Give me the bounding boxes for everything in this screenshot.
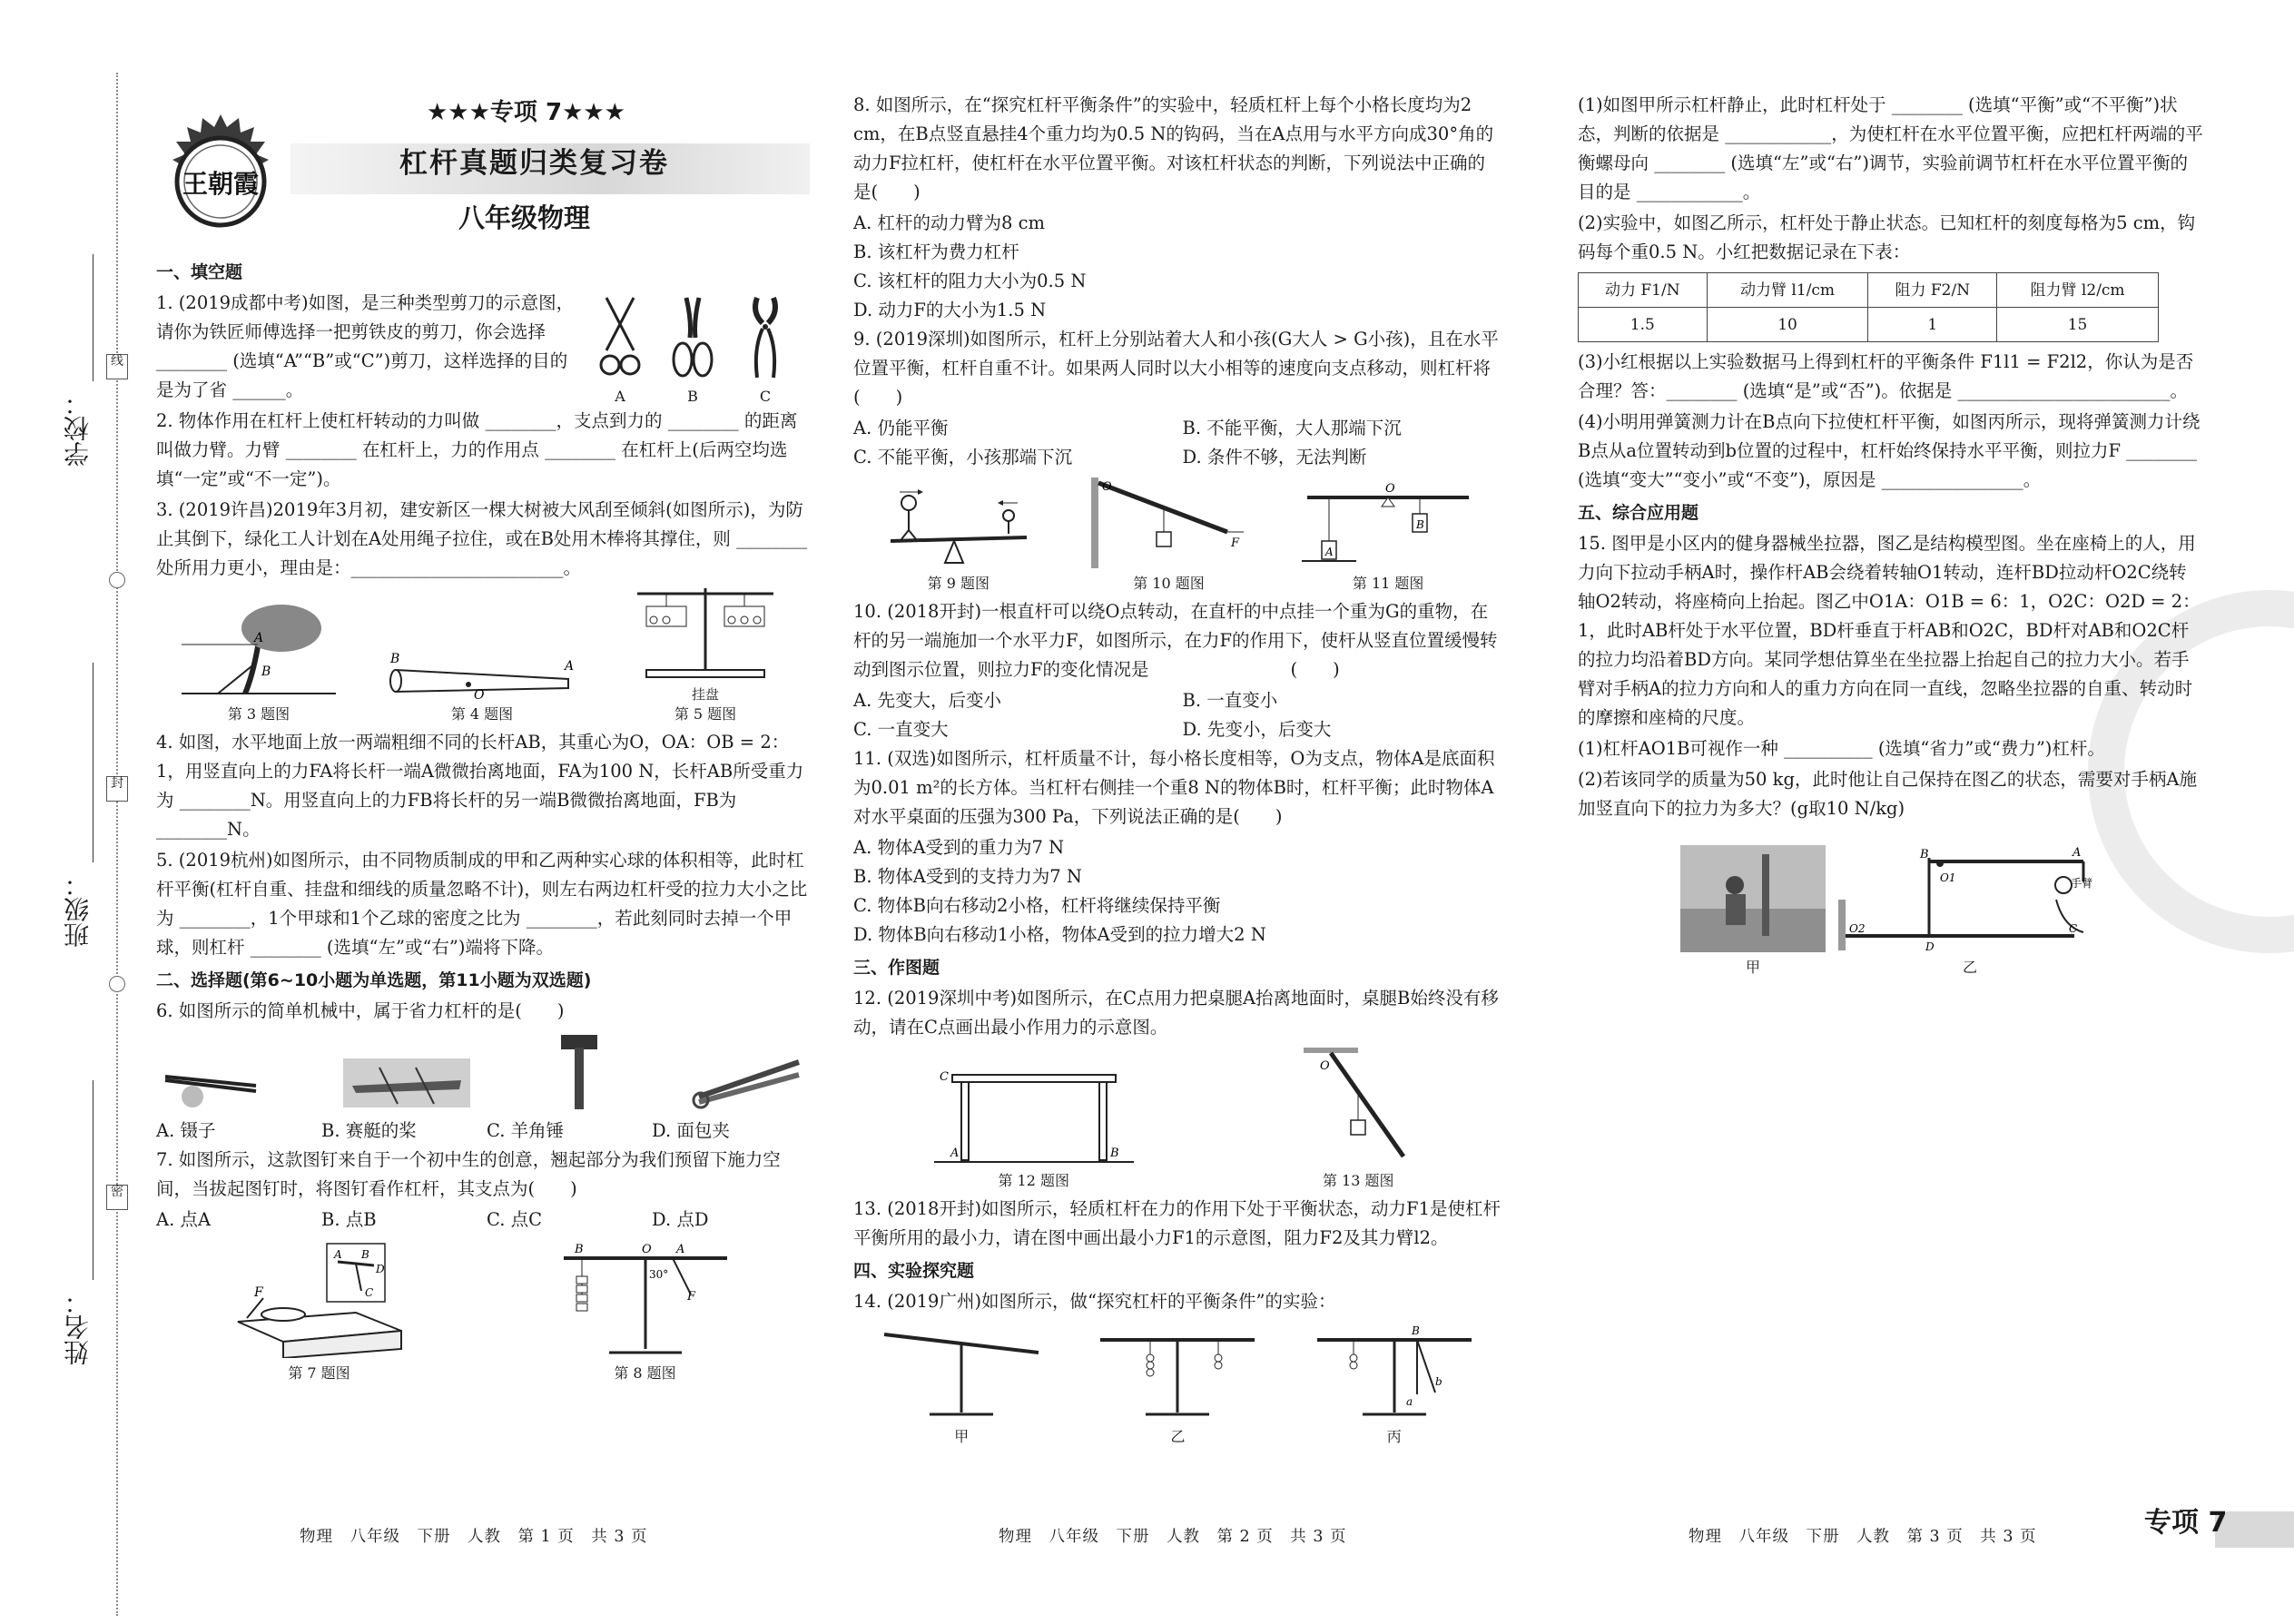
page-footer: 物理 八年级 下册 人教 第 3 页 共 3 页 bbox=[1689, 1528, 2037, 1546]
figure-14-a bbox=[875, 1322, 1048, 1447]
svg-text:D: D bbox=[1925, 940, 1935, 952]
figure-4 bbox=[387, 645, 577, 724]
section-heading: 三、作图题 bbox=[853, 958, 940, 978]
table-header: 阻力 F2/N bbox=[1868, 273, 1997, 308]
figure-6 bbox=[156, 1031, 808, 1113]
figure-14-b bbox=[1091, 1322, 1264, 1447]
option-b[interactable]: B. 该杠杆为费力杠杆 bbox=[853, 241, 1019, 262]
options-10 bbox=[853, 715, 1502, 744]
svg-text:30°: 30° bbox=[648, 1268, 668, 1281]
options-8 bbox=[853, 209, 1502, 325]
options-6 bbox=[156, 1117, 808, 1146]
figure-15-b bbox=[1838, 845, 2102, 978]
svg-text:B: B bbox=[1109, 1147, 1119, 1160]
options-11 bbox=[853, 833, 1502, 950]
svg-text:B: B bbox=[1920, 848, 1929, 861]
option-a[interactable]: A. 点A bbox=[156, 1209, 212, 1230]
figure-caption: 乙 bbox=[1962, 959, 1977, 976]
table-row bbox=[1579, 308, 2159, 342]
name-label: 姓名： bbox=[63, 1289, 93, 1365]
svg-text:a: a bbox=[1405, 1395, 1413, 1408]
svg-text:B: B bbox=[1416, 518, 1424, 531]
class-blank[interactable] bbox=[93, 663, 94, 862]
figure-7 bbox=[229, 1240, 410, 1383]
binding-line bbox=[116, 73, 118, 1616]
seal-char-line: 线 bbox=[106, 354, 128, 379]
section-heading: 五、综合应用题 bbox=[1578, 503, 1699, 523]
option-b[interactable]: B. 赛艇的桨 bbox=[321, 1120, 417, 1141]
option-c[interactable]: C. 物体B向右移动2小格，杠杆将继续保持平衡 bbox=[853, 895, 1221, 916]
option-c[interactable]: C. 点C bbox=[487, 1209, 543, 1230]
binding-hole bbox=[109, 976, 125, 992]
svg-text:A: A bbox=[950, 1147, 960, 1160]
school-label: 学校： bbox=[63, 390, 93, 467]
option-c[interactable]: C. 羊角锤 bbox=[487, 1120, 565, 1141]
page-footer: 物理 八年级 下册 人教 第 2 页 共 3 页 bbox=[999, 1528, 1347, 1546]
scissors-b-icon bbox=[672, 294, 714, 407]
question-11: 11. (双选)如图所示，杠杆质量不计，每小格长度相等，O为支点，物体A是底面积为0.01 m²的长方体。当杠杆右侧挂一个重8 N的物体B时，杠杆平衡；此时物体A对水平桌面的压强为300 Pa，下列说法正确的是( ) bbox=[853, 748, 1495, 827]
svg-text:b: b bbox=[1434, 1375, 1442, 1388]
rowing-boat-icon bbox=[343, 1049, 470, 1113]
svg-text:B: B bbox=[574, 1243, 584, 1256]
table-cell: 10 bbox=[1707, 308, 1868, 342]
question-15-1: (1)杠杆AO1B可视作一种 __________ (选填“省力”或“费力”)杠杆。 bbox=[1578, 738, 2105, 759]
page-3-column bbox=[1578, 91, 2204, 981]
option-c[interactable]: C. 该杠杆的阻力大小为0.5 N bbox=[853, 271, 1087, 291]
figure-caption: 第 12 题图 bbox=[998, 1172, 1070, 1189]
svg-text:O: O bbox=[1320, 1059, 1330, 1073]
scissors-label: B bbox=[687, 388, 698, 405]
question-14-1: (1)如图甲所示杠杆静止，此时杠杆处于 ________ (选填“平衡”或“不平衡”)状态，判断的依据是 ____________，为使杠杆在水平位置平衡，应把杠杆两端的平衡螺母向 ________ (选填“左”或“右”)调节，实验前调节杠杆在水平位置平衡的目的是 ____________。 bbox=[1578, 94, 2203, 202]
figure-11 bbox=[1302, 477, 1474, 594]
svg-text:A: A bbox=[565, 659, 575, 674]
question-10: 10. (2018开封)一根直杆可以绕O点转动，在直杆的中点挂一个重为G的重物，在杆的另一端施加一个水平力F，如图所示，在力F的作用下，使杆从竖直位置缓慢转动到图示位置，则拉力F的变化情况是 ( ) bbox=[853, 601, 1498, 680]
seal-char-seal: 封 bbox=[106, 776, 128, 802]
figures-7-8 bbox=[156, 1240, 808, 1383]
svg-text:F: F bbox=[1231, 536, 1240, 550]
question-14: 14. (2019广州)如图所示，做“探究杠杆的平衡条件”的实验： bbox=[853, 1291, 1336, 1312]
svg-text:O2: O2 bbox=[1849, 922, 1866, 935]
scissors-a-icon bbox=[599, 294, 641, 407]
options-9 bbox=[853, 414, 1502, 443]
option-c[interactable]: C. 不能平衡，小孩那端下沉 bbox=[853, 447, 1073, 468]
table-cell: 15 bbox=[1997, 308, 2159, 342]
svg-text:A: A bbox=[254, 631, 264, 645]
seal-char-secret: 密 bbox=[106, 1185, 128, 1210]
figure-caption: 第 11 题图 bbox=[1352, 575, 1424, 592]
class-label: 班级： bbox=[63, 871, 93, 948]
option-b[interactable]: B. 点B bbox=[321, 1209, 377, 1230]
subject-title: 八年级物理 bbox=[458, 202, 591, 233]
bread-tongs-icon bbox=[690, 1049, 808, 1113]
brand-logo bbox=[153, 107, 289, 243]
figure-caption: 丙 bbox=[1386, 1428, 1402, 1445]
fitness-photo-icon bbox=[1680, 845, 1826, 952]
figure-caption: 甲 bbox=[1745, 959, 1760, 976]
svg-text:F: F bbox=[253, 1285, 263, 1300]
claw-hammer-icon bbox=[548, 1031, 612, 1113]
question-3: 3. (2019许昌)2019年3月初，建安新区一棵大树被大风刮至倾斜(如图所示)，为防止其倒下，绿化工人计划在A处用绳子拉住，或在B处用木棒将其撑住，则 ________ 处所用力更小，理由是：________________________。 bbox=[156, 499, 808, 578]
figure-caption: 第 13 题图 bbox=[1322, 1172, 1394, 1189]
svg-text:A: A bbox=[2072, 846, 2082, 860]
figure-3 bbox=[182, 599, 336, 724]
option-a[interactable]: A. 物体A受到的重力为7 N bbox=[853, 837, 1065, 858]
option-a[interactable]: A. 先变大，后变小 bbox=[853, 690, 1001, 711]
figure-10 bbox=[1091, 477, 1245, 594]
option-c[interactable]: C. 一直变大 bbox=[853, 719, 949, 740]
svg-text:王朝霞: 王朝霞 bbox=[182, 169, 260, 199]
question-14-2: (2)实验中，如图乙所示，杠杆处于静止状态。已知杠杆的刻度每格为5 cm，钩码每个重0.5 N。小红把数据记录在下表： bbox=[1578, 212, 2196, 262]
options-10 bbox=[853, 686, 1502, 715]
scissors-label: C bbox=[759, 388, 772, 405]
figure-caption: 第 10 题图 bbox=[1133, 575, 1205, 592]
figure-caption: 第 3 题图 bbox=[227, 705, 290, 723]
svg-text:C: C bbox=[2069, 922, 2078, 935]
svg-text:B: B bbox=[1411, 1324, 1420, 1337]
page-2-column bbox=[853, 91, 1502, 1451]
binding-hole bbox=[109, 572, 125, 588]
scissors-c-icon bbox=[744, 294, 786, 407]
question-12: 12. (2019深圳中考)如图所示，在C点用力把桌腿A抬离地面时，桌腿B始终没有移动，请在C点画出最小作用力的示意图。 bbox=[853, 988, 1499, 1038]
svg-text:B: B bbox=[360, 1248, 369, 1261]
figure-caption: 第 8 题图 bbox=[614, 1364, 676, 1382]
footer-topic-tag: 专项 7 bbox=[2144, 1507, 2228, 1539]
table-cell: 1 bbox=[1868, 308, 1997, 342]
option-b[interactable]: B. 物体A受到的支持力为7 N bbox=[853, 866, 1082, 887]
question-6: 6. 如图所示的简单机械中，属于省力杠杆的是( ) bbox=[156, 1000, 565, 1021]
page-1-column bbox=[156, 254, 808, 1387]
question-13: 13. (2018开封)如图所示，轻质杠杆在力的作用下处于平衡状态，动力F1是使杠杆平衡所用的最小力，请在图中画出最小力F1的示意图，阻力F2及其力臂l2。 bbox=[853, 1198, 1501, 1248]
figure-caption: 第 9 题图 bbox=[927, 575, 989, 592]
topic-label: ★★★专项 7★★★ bbox=[427, 99, 625, 126]
option-d[interactable]: D. 点D bbox=[652, 1209, 709, 1230]
question-8: 8. 如图所示，在“探究杠杆平衡条件”的实验中，轻质杠杆上每个小格长度均为2 cm，在B点竖直悬挂4个重力均为0.5 N的钩码，当在A点用与水平方向成30°角的动力F拉杠杆，使杠杆在水平位置平衡。对该杠杆状态的判断，下列说法中正确的是( ) bbox=[853, 94, 1494, 202]
option-a[interactable]: A. 镊子 bbox=[156, 1120, 216, 1141]
page-title: 杠杆真题归类复习卷 bbox=[399, 147, 669, 180]
figures-9-11 bbox=[853, 477, 1502, 594]
figure-caption: 第 5 题图 bbox=[674, 705, 737, 723]
figure-caption: 乙 bbox=[1170, 1428, 1186, 1445]
school-blank[interactable] bbox=[93, 254, 94, 381]
question-15: 15. 图甲是小区内的健身器械坐拉器，图乙是结构模型图。坐在座椅上的人，用力向下拉动手柄A时，操作杆AB会绕着转轴O1转动，连杆BD拉动杆O2C绕转轴O2转动，将座椅向上抬起。图乙中O1A：O1B = 6：1，O2C：O2D = 2：1，此时AB杆处于水平位置，BD杆垂直于杆AB和O2C，BD杆对AB和O2C杆的拉力均沿着BD方向。某同学想估算坐在坐拉器上抬起自己的拉力大小。若手臂对手柄A的拉力方向和人的重力方向在同一直线，忽略坐拉器的自重、转动时的摩擦和座椅的尺度。 bbox=[1578, 533, 2200, 728]
svg-text:A: A bbox=[675, 1243, 684, 1256]
figure-caption: 第 4 题图 bbox=[450, 705, 514, 723]
section-heading: 一、填空题 bbox=[156, 262, 243, 282]
svg-text:C: C bbox=[939, 1070, 949, 1084]
options-9 bbox=[853, 443, 1502, 472]
figures-15 bbox=[1578, 845, 2204, 978]
figure-8 bbox=[555, 1240, 736, 1383]
name-blank[interactable] bbox=[93, 1080, 94, 1280]
figure-caption: 甲 bbox=[954, 1428, 970, 1445]
option-d[interactable]: D. 物体B向右移动1小格，物体A受到的拉力增大2 N bbox=[853, 924, 1266, 945]
figures-14 bbox=[853, 1322, 1502, 1447]
data-table bbox=[1578, 272, 2159, 342]
option-b[interactable]: B. 一直变小 bbox=[1182, 690, 1278, 711]
svg-text:O1: O1 bbox=[1940, 871, 1956, 884]
table-cell: 1.5 bbox=[1579, 308, 1708, 342]
option-d[interactable]: D. 动力F的大小为1.5 N bbox=[853, 300, 1047, 320]
question-4: 4. 如图，水平地面上放一两端粗细不同的长杆AB，其重心为O，OA：OB = 2：1，用竖直向上的力FA将长杆一端A微微抬离地面，FA为100 N，长杆AB所受重力为 ________N。用竖直向上的力FB将长杆的另一端B微微抬离地面，FB为 ________N。 bbox=[156, 732, 804, 840]
svg-text:F: F bbox=[686, 1290, 695, 1304]
figure-9 bbox=[881, 487, 1036, 594]
svg-text:O: O bbox=[1102, 480, 1113, 494]
question-1: 1. (2019成都中考)如图，是三种类型剪刀的示意图，请你为铁匠师傅选择一把剪铁皮的剪刀，你会选择 ________ (选填“A”“B”或“C”)剪刀，这样选择的目的是为了省 ______。 bbox=[156, 292, 575, 400]
scissors-label: A bbox=[615, 388, 625, 405]
question-9: 9. (2019深圳)如图所示，杠杆上分别站着大人和小孩(G大人 > G小孩)，且在水平位置平衡，杠杆自重不计。如果两人同时以大小相等的速度向支点移动，则杠杆将( ) bbox=[853, 329, 1499, 408]
question-15-2: (2)若该同学的质量为50 kg，此时他让自己保持在图乙的状态，需要对手柄A施加竖直向下的拉力为多大？(g取10 N/kg) bbox=[1578, 769, 2198, 819]
figures-3-5 bbox=[156, 588, 808, 724]
table-header: 动力臂 l1/cm bbox=[1707, 273, 1868, 308]
figure-13 bbox=[1295, 1048, 1422, 1191]
option-d[interactable]: D. 条件不够，无法判断 bbox=[1182, 447, 1367, 468]
table-header-row bbox=[1579, 273, 2159, 308]
figure-15-a bbox=[1680, 845, 1826, 978]
page-footer: 物理 八年级 下册 人教 第 1 页 共 3 页 bbox=[300, 1528, 648, 1546]
option-d[interactable]: D. 先变小，后变大 bbox=[1182, 719, 1332, 740]
option-d[interactable]: D. 面包夹 bbox=[652, 1120, 730, 1141]
option-a[interactable]: A. 仍能平衡 bbox=[853, 418, 949, 438]
figure-12 bbox=[934, 1057, 1134, 1191]
options-7 bbox=[156, 1206, 808, 1235]
svg-text:O: O bbox=[474, 688, 485, 699]
svg-text:A: A bbox=[1325, 546, 1334, 558]
question-7: 7. 如图所示，这款图钉来自于一个初中生的创意，翘起部分为我们预留下施力空间，当拔起图钉时，将图钉看作杠杆，其支点为( ) bbox=[156, 1149, 781, 1199]
question-14-3: (3)小红根据以上实验数据马上得到杠杆的平衡条件 F1l1 = F2l2，你认为是否合理？答：________ (选填“是”或“否”)。依据是 ________________________。 bbox=[1578, 351, 2194, 401]
svg-text:O: O bbox=[641, 1243, 652, 1256]
figure-label: 手臂 bbox=[2071, 877, 2093, 890]
option-a[interactable]: A. 杠杆的动力臂为8 cm bbox=[853, 212, 1045, 233]
svg-text:B: B bbox=[261, 664, 271, 679]
question-2: 2. 物体作用在杠杆上使杠杆转动的力叫做 ________，支点到力的 ________ 的距离叫做力臂。力臂 ________ 在杠杆上，力的作用点 ________ 在杠杆上(后两空均选填“一定”或“不一定”)。 bbox=[156, 410, 798, 489]
section-heading: 四、实验探究题 bbox=[853, 1261, 975, 1281]
table-header: 阻力臂 l2/cm bbox=[1997, 273, 2159, 308]
svg-text:C: C bbox=[364, 1286, 373, 1299]
svg-text:B: B bbox=[390, 652, 400, 666]
question-5: 5. (2019杭州)如图所示，由不同物质制成的甲和乙两种实心球的体积相等，此时杠杆平衡(杠杆自重、挂盘和细线的质量忽略不计)，则左右两边杠杆受的拉力大小之比为 ________，1个甲球和1个乙球的密度之比为 ________，若此刻同时去掉一个甲球，则杠杆 ________ (选填“左”或“右”)端将下降。 bbox=[156, 850, 808, 958]
tweezers-icon bbox=[156, 1049, 265, 1113]
figure-5 bbox=[628, 579, 783, 724]
scissors-figure bbox=[583, 289, 786, 407]
option-b[interactable]: B. 不能平衡，大人那端下沉 bbox=[1182, 418, 1402, 438]
figure-label: 挂盘 bbox=[691, 686, 719, 703]
table-header: 动力 F1/N bbox=[1579, 273, 1708, 308]
figure-14-c bbox=[1308, 1322, 1481, 1447]
question-14-4: (4)小明用弹簧测力计在B点向下拉使杠杆平衡，如图丙所示，现将弹簧测力计绕B点从a位置转动到b位置的过程中，杠杆始终保持水平平衡，则拉力F ________ (选填“变大”“变小”或“不变”)，原因是 ________________。 bbox=[1578, 411, 2200, 490]
svg-text:O: O bbox=[1385, 482, 1395, 496]
figures-12-13 bbox=[853, 1048, 1502, 1191]
figure-caption: 第 7 题图 bbox=[288, 1364, 350, 1382]
section-heading: 二、选择题(第6~10小题为单选题，第11小题为双选题) bbox=[156, 970, 592, 990]
svg-text:D: D bbox=[375, 1263, 385, 1275]
svg-text:A: A bbox=[333, 1248, 342, 1261]
